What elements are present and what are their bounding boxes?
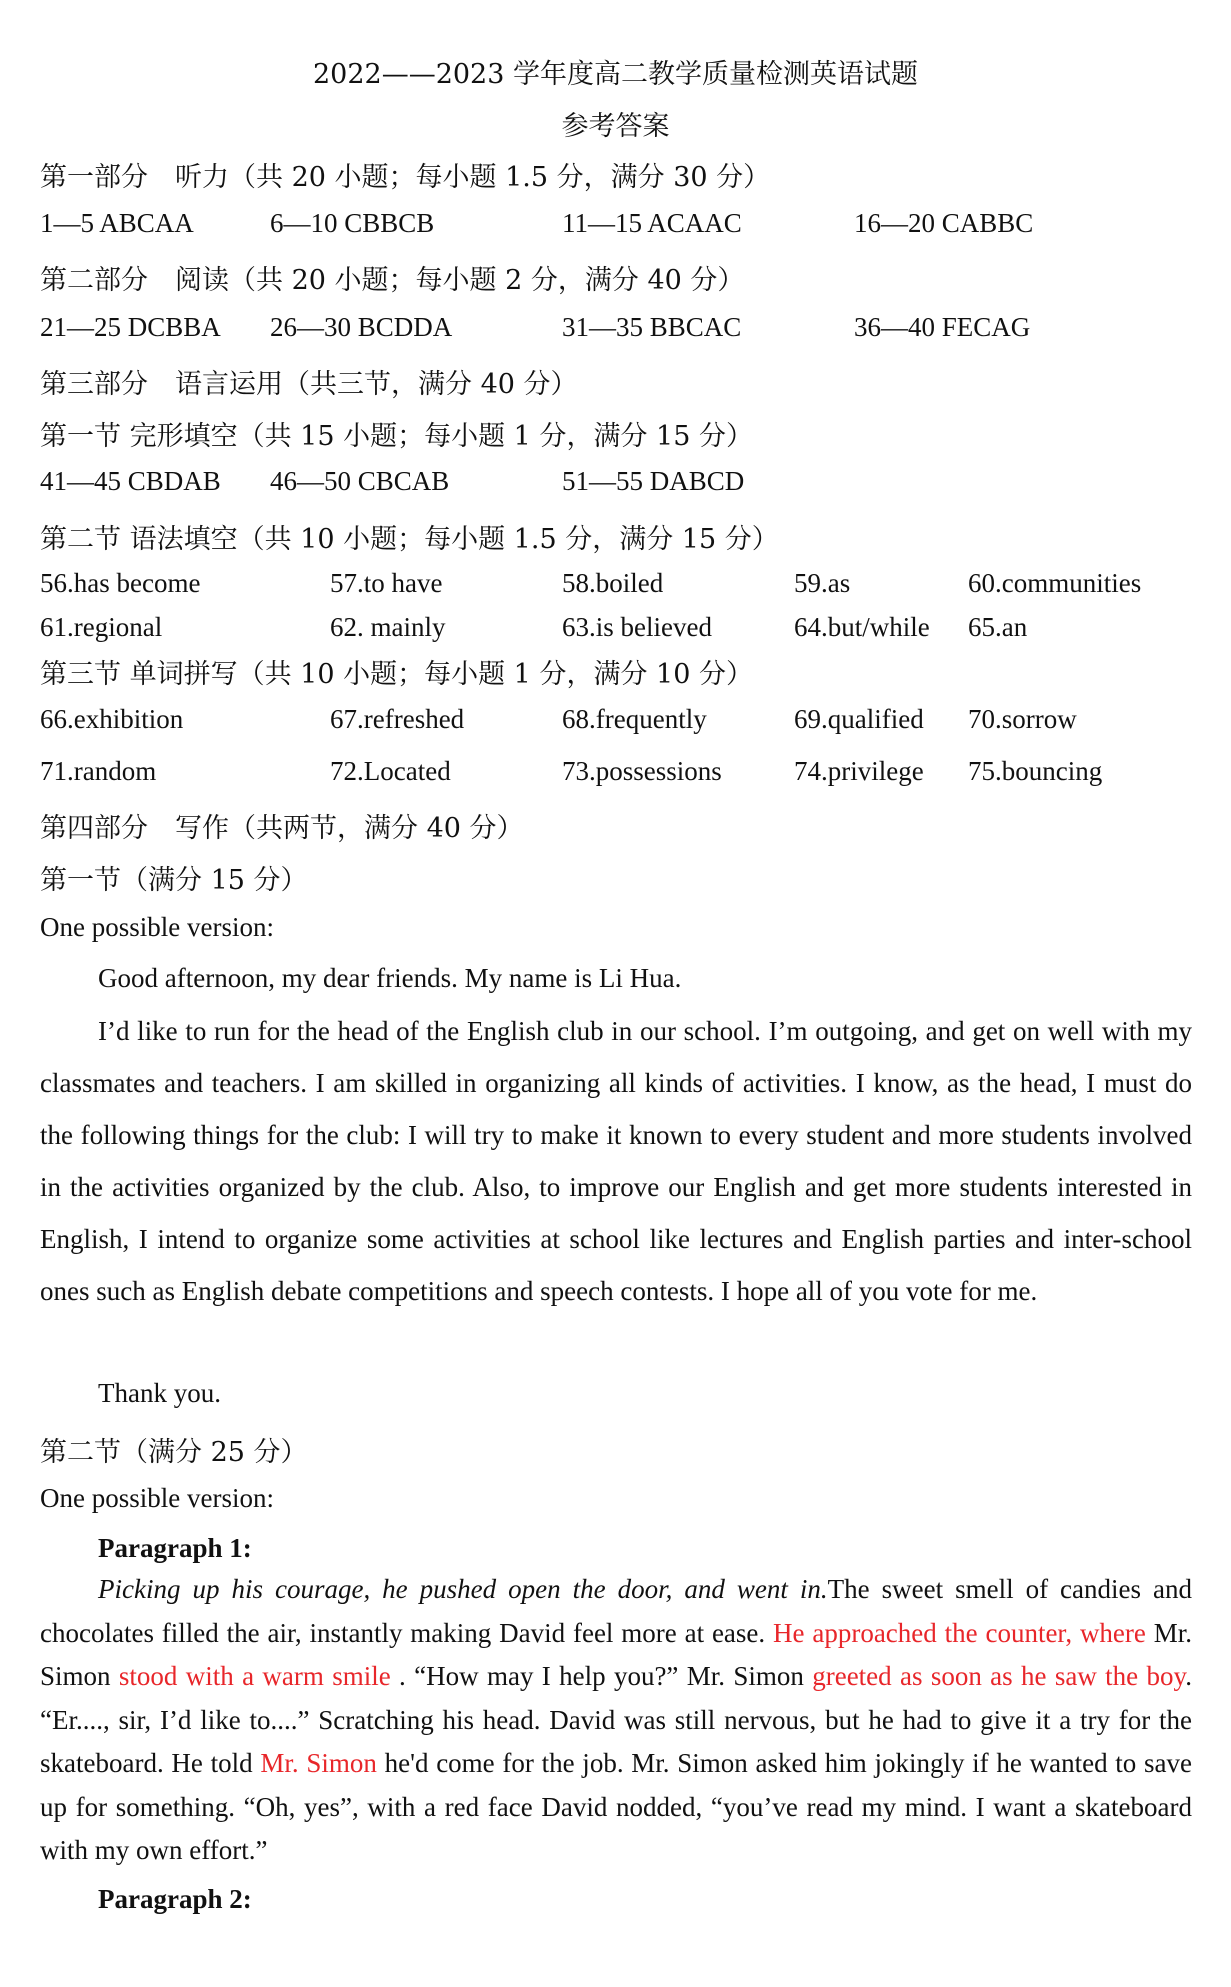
part3-heading: 第三部分 语言运用（共三节，满分 40 分）: [40, 369, 578, 400]
spelling-answer: 69.qualified: [794, 704, 924, 734]
spelling-answer: 73.possessions: [562, 756, 722, 786]
part2-heading: 第二部分 阅读（共 20 小题；每小题 2 分，满分 40 分）: [40, 265, 745, 296]
answer-group: 51—55 DABCD: [562, 466, 745, 496]
grammar-answer: 59.as: [794, 568, 851, 598]
spelling-answer: 72.Located: [330, 756, 451, 786]
spelling-answer: 74.privilege: [794, 756, 924, 786]
answer-group: 31—35 BBCAC: [562, 312, 742, 342]
spelling-answer: 67.refreshed: [330, 704, 465, 734]
answer-group: 1—5 ABCAA: [40, 208, 194, 238]
page-subtitle: 参考答案: [561, 111, 670, 142]
part4-heading: 第四部分 写作（共两节，满分 40 分）: [40, 813, 524, 844]
body-text: Mr. Simon: [40, 1617, 1193, 1691]
grammar-answer: 63.is believed: [562, 612, 712, 642]
speech-greeting: Good afternoon, my dear friends. My name is Li Hua.: [98, 963, 682, 993]
body-text: he'd come for the job. Mr. Simon asked him jokingly if he wanted to save up for something. “Oh, yes”, with a red face David nodded, “you’ve read my mind. I want a skateboard with my own effort.”: [40, 1748, 1193, 1865]
paragraph1-text: [40, 1568, 1192, 1873]
paragraph2-label: Paragraph 2:: [98, 1884, 252, 1914]
grammar-answer: 65.an: [968, 612, 1028, 642]
grammar-answer: 61.regional: [40, 612, 163, 642]
highlighted-text: greeted as soon as he saw the boy: [812, 1661, 1186, 1691]
paragraph1-label: Paragraph 1:: [98, 1533, 252, 1563]
grammar-answer: 56.has become: [40, 568, 201, 598]
part1-heading: 第一部分 听力（共 20 小题；每小题 1.5 分，满分 30 分）: [40, 162, 771, 193]
version-label: One possible version:: [40, 912, 274, 942]
part3-section1-heading: 第一节 完形填空（共 15 小题；每小题 1 分，满分 15 分）: [40, 421, 753, 452]
answer-group: 6—10 CBBCB: [270, 208, 435, 238]
answer-group: 26—30 BCDDA: [270, 312, 453, 342]
answer-group: 11—15 ACAAC: [562, 208, 742, 238]
grammar-answer: 60.communities: [968, 568, 1142, 598]
body-text: . “How may I help you?” Mr. Simon: [390, 1661, 813, 1691]
part4-section2-heading: 第二节（满分 25 分）: [40, 1437, 308, 1468]
part4-section1-heading: 第一节（满分 15 分）: [40, 865, 308, 896]
highlighted-text: Mr. Simon: [260, 1748, 377, 1778]
body-text: The sweet smell of candies and chocolates filled the air, instantly making David feel more at ease.: [40, 1574, 1192, 1648]
prompt-sentence: Picking up his courage, he pushed open the door, and went in.: [98, 1574, 828, 1604]
answer-group: 36—40 FECAG: [854, 312, 1031, 342]
answer-group: 41—45 CBDAB: [40, 466, 221, 496]
grammar-answer: 64.but/while: [794, 612, 930, 642]
grammar-answer: 58.boiled: [562, 568, 664, 598]
page-title: 2022——2023 学年度高二教学质量检测英语试题: [312, 59, 918, 90]
answer-group: 16—20 CABBC: [854, 208, 1034, 238]
part3-section3-heading: 第三节 单词拼写（共 10 小题；每小题 1 分，满分 10 分）: [40, 659, 753, 690]
speech-body: I’d like to run for the head of the English club in our school. I’m outgoing, and get on well with my classmates and teachers. I am skilled in organizing all kinds of activities. I know, as the head, I must do the following things for the club: I will try to make it known to every student and more students involved in the activities organized by the club. Also, to improve our English and get more students interested in English, I intend to organize some activities at school like lectures and English parties and inter-school ones such as English debate competitions and speech contests. I hope all of you vote for me.: [40, 1016, 1192, 1306]
spelling-answer: 68.frequently: [562, 704, 707, 734]
body-text: . “Er...., sir, I’d like to....” Scratching his head. David was still nervous, but he had to give it a try for the skateboard. He told: [40, 1661, 1192, 1778]
speech-closing: Thank you.: [98, 1378, 221, 1408]
spelling-answer: 75.bouncing: [968, 756, 1103, 786]
version-label: One possible version:: [40, 1483, 274, 1513]
highlighted-text: stood with a warm smile: [118, 1661, 391, 1691]
answer-group: 46—50 CBCAB: [270, 466, 450, 496]
grammar-answer: 62. mainly: [330, 612, 446, 642]
spelling-answer: 71.random: [40, 756, 157, 786]
part3-section2-heading: 第二节 语法填空（共 10 小题；每小题 1.5 分，满分 15 分）: [40, 524, 779, 555]
spelling-answer: 70.sorrow: [968, 704, 1077, 734]
answer-group: 21—25 DCBBA: [40, 312, 221, 342]
spelling-answer: 66.exhibition: [40, 704, 184, 734]
grammar-answer: 57.to have: [330, 568, 443, 598]
highlighted-text: He approached the counter, where: [773, 1617, 1146, 1648]
